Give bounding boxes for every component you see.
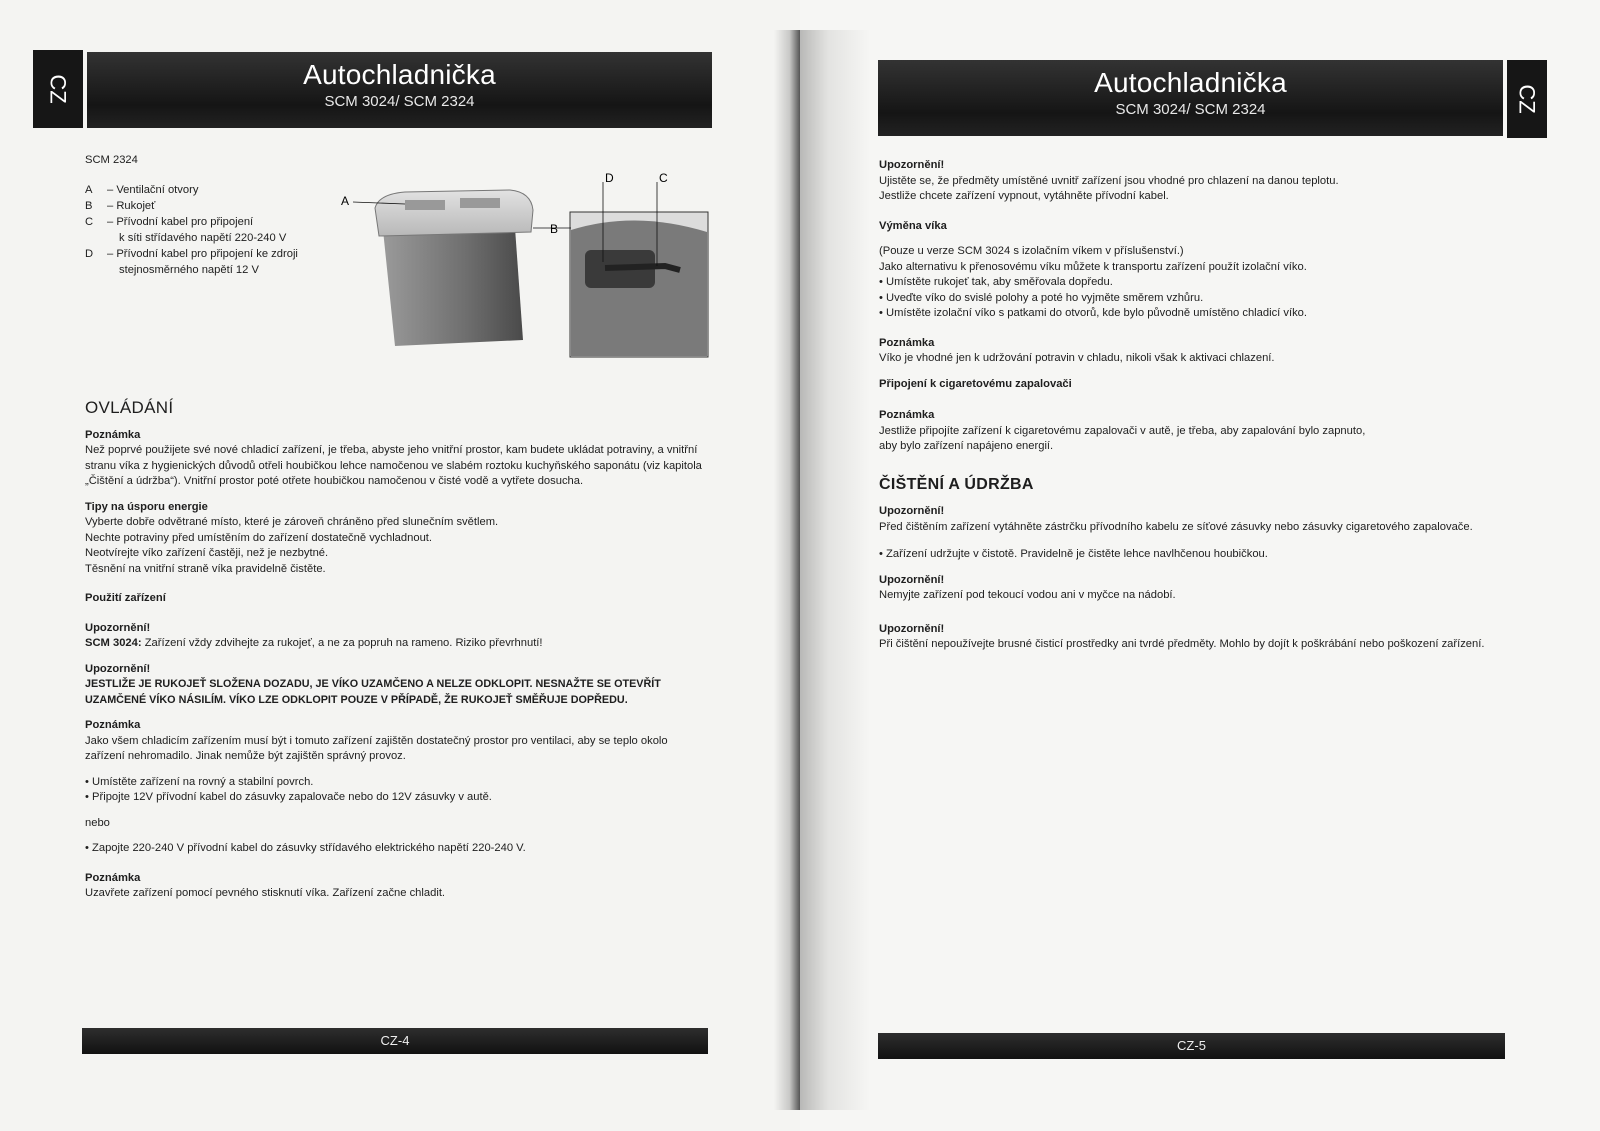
right-page <box>800 0 1600 1131</box>
note-text: Uzavřete zařízení pomocí pevného stisknutí víka. Zařízení začne chladit. <box>85 887 446 899</box>
header-right <box>878 60 1503 136</box>
cooler-lid <box>375 190 533 236</box>
warning-text: Při čištění nepoužívejte brusné čisticí prostředky ani tvrdé předměty. Mohlo by dojít k poškrábání nebo poškození zařízení. <box>879 638 1485 650</box>
warning-heading: Upozornění! <box>85 621 151 634</box>
vent-slots <box>405 200 445 210</box>
tip-item: Těsnění na vnitřní straně víka pravidelně čistěte. <box>85 562 326 575</box>
header-title: Autochladnička <box>303 59 496 90</box>
figure-label-a: A <box>341 194 350 208</box>
footer-right <box>878 1033 1505 1059</box>
lighter-heading: Připojení k cigaretovému zapalovači <box>879 377 1072 390</box>
note-text: Než poprvé použijete své nové chladicí zařízení, je třeba, abyste jeho vnitřní prostor, kam budete ukládat potraviny, a vnitřní stranu víka z hygienických důvodů otřeli houbičkou lehce namočenou ve slabém roztoku kuchyňského saponátu (viz kapitola „Čištění a údržba“). Vnitřní prostor poté otřete houbičkou namočenou v čisté vodě a vytřete dosucha. <box>85 444 702 487</box>
bullet-item: • Umístěte rukojeť tak, aby směřovala dopředu. <box>879 275 1509 291</box>
warning-heading: Upozornění! <box>879 573 945 586</box>
left-body <box>85 372 710 902</box>
warning-heading: Upozornění! <box>85 662 151 675</box>
note-text: Jestliže připojíte zařízení k cigaretovému zapalovači v autě, je třeba, aby zapalování bylo zapnuto, aby bylo zařízení napájeno energií. <box>879 424 1366 452</box>
note-heading: Poznámka <box>85 871 141 884</box>
warning-heading: Upozornění! <box>879 159 945 171</box>
part-row: B – Rukojeť <box>85 200 156 212</box>
bullet-item: • Zařízení udržujte v čistotě. Pravidelně je čistěte lehce navlhčenou houbičkou. <box>879 547 1509 563</box>
warning-body: Zařízení vždy zdvihejte za rukojeť, a ne za popruh na rameno. Riziko převrhnutí! <box>141 637 543 649</box>
warning-caps-text: JESTLIŽE JE RUKOJEŤ SLOŽENA DOZADU, JE VÍKO UZAMČENO A NELZE ODKLOPIT. NESNAŽTE SE OTEVŘÍT UZAMČENÉ VÍKO NÁSILÍM. VÍKO LZE ODKLOPIT POUZE V PŘÍPADĚ, ŽE RUKOJEŤ SMĚŘUJE DOPŘEDU. <box>85 678 661 706</box>
language-label: CZ <box>45 74 71 104</box>
section-title-cisteni: ČIŠTĚNÍ A ÚDRŽBA <box>879 475 1034 493</box>
tip-item: Neotvírejte víko zařízení častěji, než je nezbytné. <box>85 547 329 559</box>
warning-text: Nemyjte zařízení pod tekoucí vodou ani v myčce na nádobí. <box>879 589 1176 601</box>
warning-text: Před čištěním zařízení vytáhněte zástrčku přívodního kabelu ze síťové zásuvky nebo zásuvky cigaretového zapalovače. <box>879 520 1473 533</box>
warning-line: Jestliže chcete zařízení vypnout, vytáhněte přívodní kabel. <box>879 190 1169 202</box>
warning-model: SCM 3024: <box>85 637 142 649</box>
language-tab-right <box>1507 60 1547 138</box>
part-row: C – Přívodní kabel pro připojení <box>85 216 254 228</box>
figure-label-c: C <box>659 171 668 185</box>
gutter-shadow <box>800 30 870 1110</box>
gutter-shadow <box>774 30 800 1110</box>
language-label: CZ <box>1514 84 1540 114</box>
footer-left <box>82 1028 708 1054</box>
note-heading: Poznámka <box>85 719 141 731</box>
note-text: Jako všem chladicím zařízením musí být i tomuto zařízení zajištěn dostatečný prostor pro ventilaci, aby se teplo okolo zařízení nehromadilo. Jinak nemůže být zajištěn správný provoz. <box>85 734 668 762</box>
model-title: SCM 2324 <box>85 154 138 166</box>
page-number: CZ-4 <box>380 1033 410 1048</box>
lid-line: (Pouze u verze SCM 3024 s izolačním víkem v příslušenství.) <box>879 245 1184 257</box>
note-heading: Poznámka <box>85 428 141 441</box>
cable-plug <box>605 266 680 270</box>
tips-heading: Tipy na úsporu energie <box>85 500 208 513</box>
warning-heading: Upozornění! <box>879 622 945 635</box>
tip-item: Nechte potraviny před umístěním do zařízení dostatečně vychladnout. <box>85 531 433 544</box>
bullet-item: • Zapojte 220-240 V přívodní kabel do zásuvky střídavého elektrického napětí 220-240 V. <box>85 841 710 857</box>
lid-heading: Výměna víka <box>879 219 947 232</box>
note-text: Víko je vhodné jen k udržování potravin v chladu, nikoli však k aktivaci chlazení. <box>879 352 1275 364</box>
note-heading: Poznámka <box>879 409 935 421</box>
tip-item: Vyberte dobře odvětrané místo, které je zároveň chráněno před slunečním světlem. <box>85 516 499 528</box>
parts-list <box>85 152 355 278</box>
part-row: stejnosměrného napětí 12 V <box>119 264 259 276</box>
header-left <box>87 52 712 128</box>
header-title: Autochladnička <box>1094 67 1287 98</box>
vent-slots <box>460 198 500 208</box>
cooler-body <box>383 228 523 346</box>
note-heading: Poznámka <box>879 336 935 349</box>
part-row: D – Přívodní kabel pro připojení ke zdroji <box>85 248 298 260</box>
use-heading: Použití zařízení <box>85 592 166 604</box>
bullet-item: • Uveďte víko do svislé polohy a poté ho vyjměte směrem vzhůru. <box>879 291 1509 307</box>
or-text: nebo <box>85 816 110 829</box>
right-body <box>879 148 1509 653</box>
warning-heading: Upozornění! <box>879 505 945 517</box>
figure-label-b: B <box>550 222 559 236</box>
bullet-item: • Připojte 12V přívodní kabel do zásuvky zapalovače nebo do 12V zásuvky v autě. <box>85 790 710 806</box>
part-row: A – Ventilační otvory <box>85 184 199 196</box>
page-number: CZ-5 <box>1177 1038 1206 1053</box>
language-tab-left <box>33 50 83 128</box>
header-subtitle: SCM 3024/ SCM 2324 <box>324 93 475 110</box>
part-row: k síti střídavého napětí 220-240 V <box>119 232 287 244</box>
bullet-item: • Umístěte izolační víko s patkami do otvorů, kde bylo původně umístěno chladicí víko. <box>879 306 1509 322</box>
header-subtitle: SCM 3024/ SCM 2324 <box>1115 101 1266 118</box>
warning-line: Ujistěte se, že předměty umístěné uvnitř zařízení jsou vhodné pro chlazení na danou teplotu. <box>879 174 1339 187</box>
bullet-item: • Umístěte zařízení na rovný a stabilní povrch. <box>85 775 710 791</box>
detail-body <box>571 220 707 356</box>
cooler-illustration <box>335 170 710 360</box>
warning-text <box>85 636 710 652</box>
figure-label-d: D <box>605 171 614 185</box>
lid-line: Jako alternativu k přenosovému víku můžete k transportu zařízení použít izolační víko. <box>879 260 1307 273</box>
section-title-ovladani: OVLÁDÁNÍ <box>85 398 174 417</box>
